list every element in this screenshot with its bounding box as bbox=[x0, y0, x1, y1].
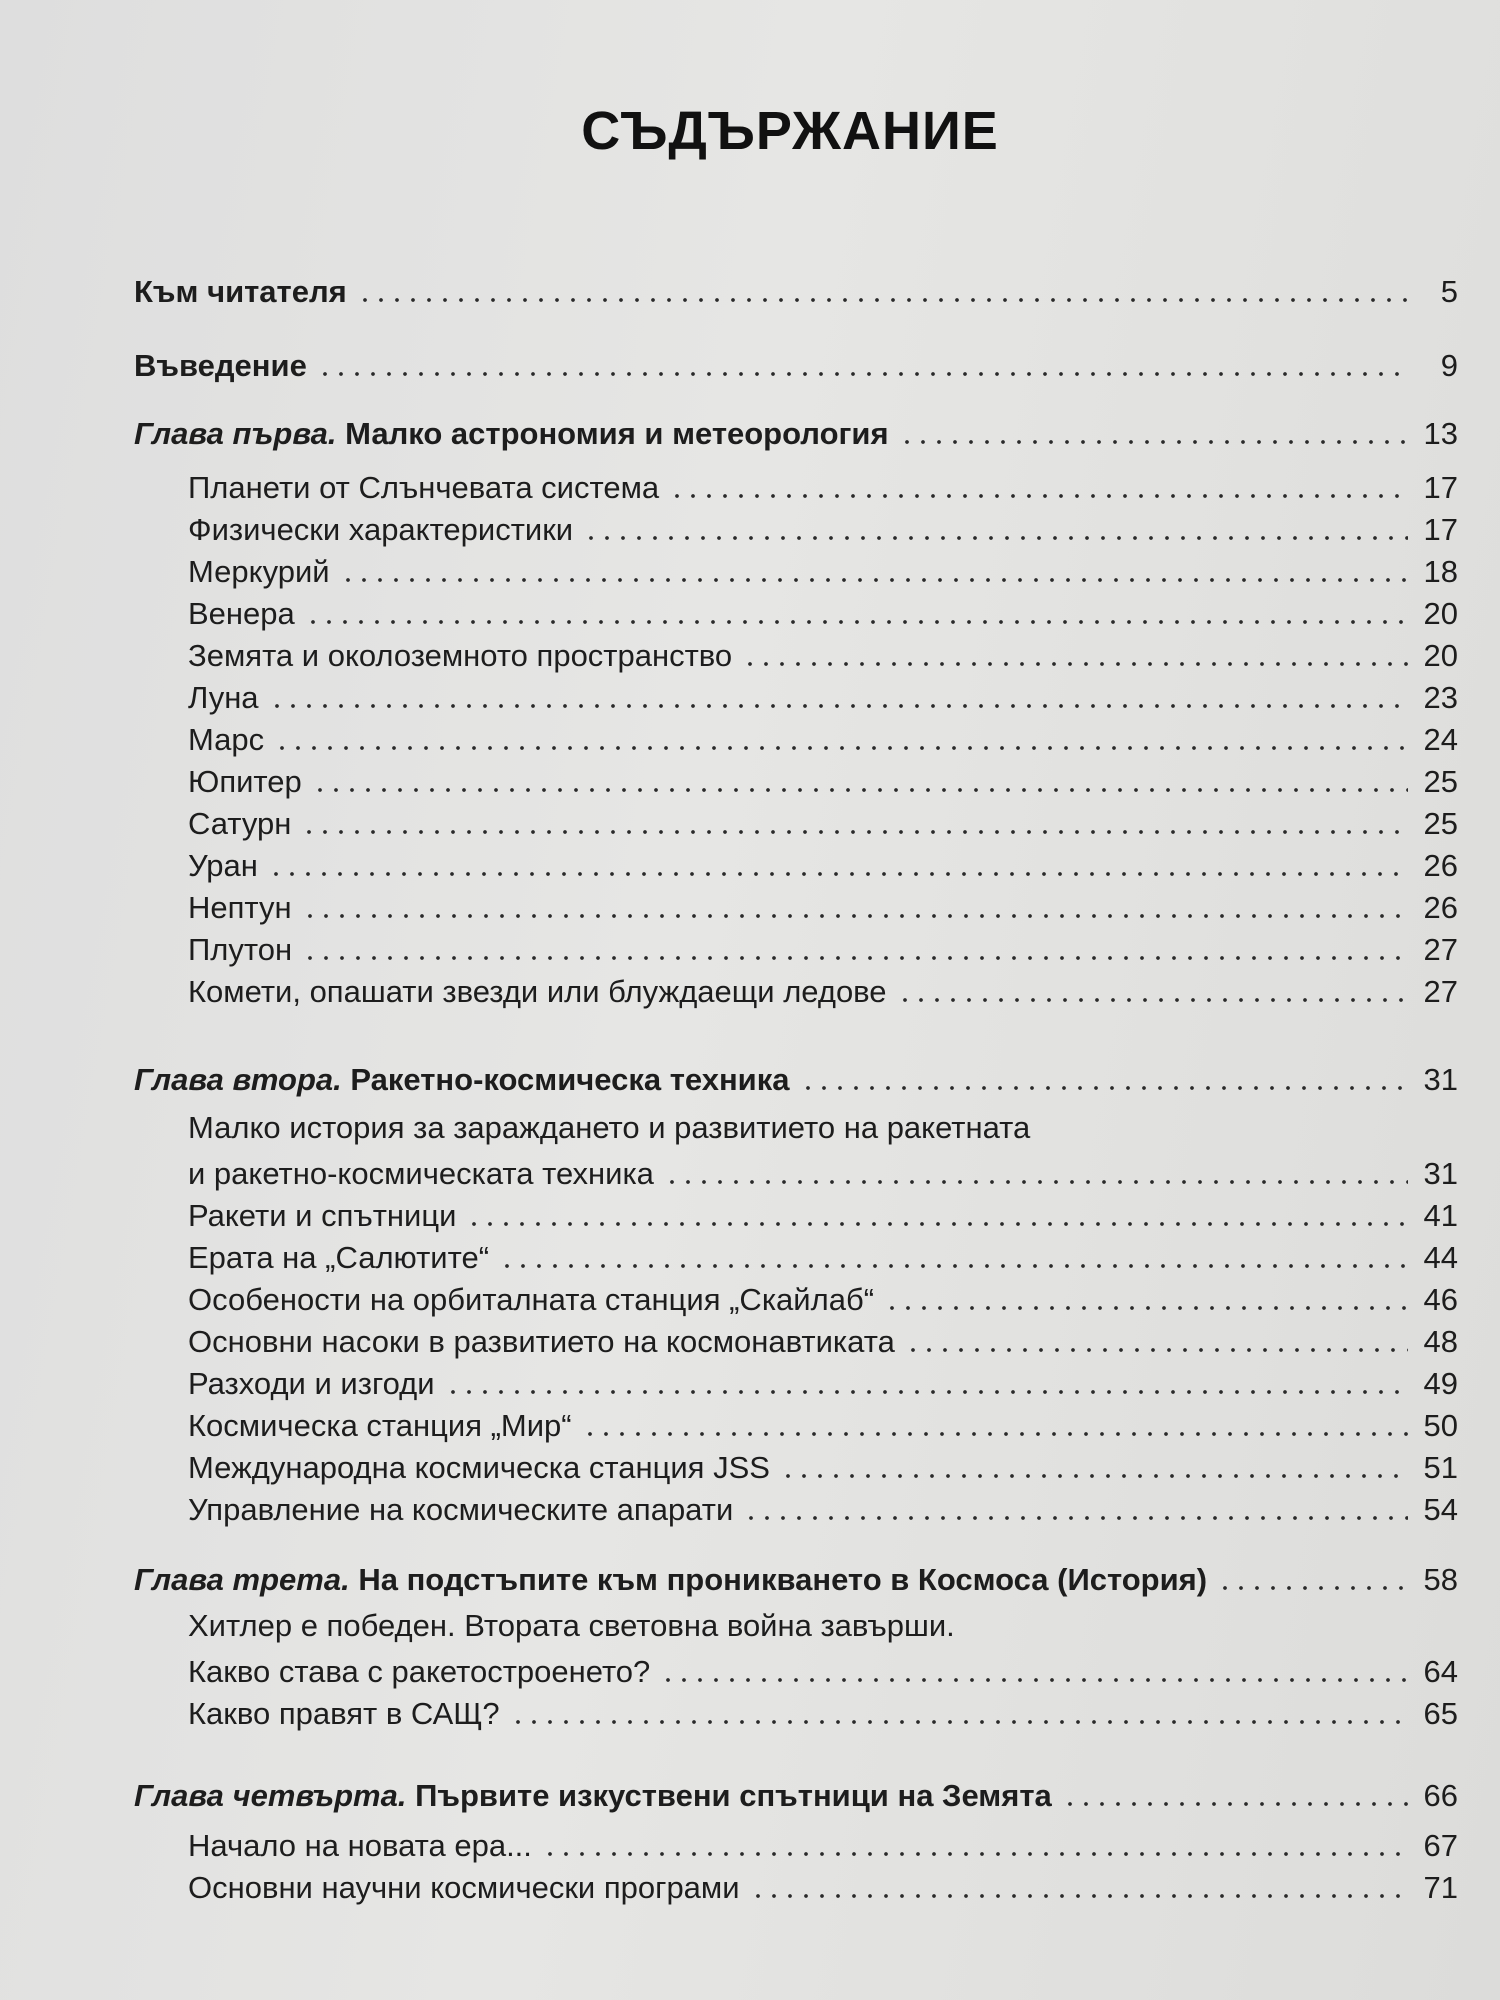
dot-leader bbox=[750, 1894, 1408, 1898]
toc-entry-label: Планети от Слънчевата система bbox=[188, 470, 660, 505]
toc-entry[interactable] bbox=[188, 1646, 1458, 1690]
toc-entry[interactable] bbox=[188, 588, 1458, 632]
dot-leader bbox=[1217, 1586, 1408, 1590]
chapter-heading bbox=[134, 1562, 1207, 1598]
toc-entry-label: Земята и околоземното пространство bbox=[188, 638, 733, 673]
toc-page-number: 17 bbox=[1423, 512, 1458, 547]
toc-page-number: 27 bbox=[1423, 974, 1458, 1009]
toc-entry-reader[interactable] bbox=[134, 266, 1458, 310]
toc-entry[interactable] bbox=[188, 924, 1458, 968]
toc-page-number: 26 bbox=[1423, 890, 1458, 925]
toc-entry-label: и ракетно-космическата техника bbox=[188, 1156, 654, 1191]
toc-page-number: 54 bbox=[1423, 1492, 1458, 1527]
toc-entry-first-line: Малко история за зараждането и развитието на ракетната bbox=[188, 1110, 1031, 1145]
toc-entry-label: Начало на новата ера... bbox=[188, 1828, 532, 1863]
toc-entry-label: Космическа станция „Мир“ bbox=[188, 1408, 572, 1443]
toc-entry-label: Управление на космическите апарати bbox=[188, 1492, 734, 1527]
dot-leader bbox=[312, 788, 1408, 792]
toc-entry[interactable] bbox=[188, 462, 1458, 506]
toc-entry[interactable] bbox=[188, 714, 1458, 758]
toc-entry[interactable] bbox=[188, 840, 1458, 884]
chapter-prefix: Глава втора. bbox=[134, 1062, 342, 1097]
toc-page-number: 17 bbox=[1423, 470, 1458, 505]
toc-entry[interactable] bbox=[188, 1484, 1458, 1528]
toc-entry-label: Юпитер bbox=[188, 764, 302, 799]
toc-entry-label: Физически характеристики bbox=[188, 512, 574, 547]
dot-leader bbox=[466, 1222, 1408, 1226]
dot-leader bbox=[897, 998, 1408, 1002]
toc-entry[interactable] bbox=[188, 1358, 1458, 1402]
chapter-title: Малко астрономия и метеорология bbox=[345, 416, 889, 451]
toc-chapter-3[interactable] bbox=[134, 1554, 1458, 1598]
toc-entry[interactable] bbox=[188, 798, 1458, 842]
chapter-prefix: Глава четвърта. bbox=[134, 1778, 407, 1813]
toc-page-number: 50 bbox=[1423, 1408, 1458, 1443]
dot-leader bbox=[268, 872, 1408, 876]
toc-entry-label: Меркурий bbox=[188, 554, 330, 589]
toc-entry[interactable] bbox=[188, 1274, 1458, 1318]
dot-leader bbox=[301, 830, 1408, 834]
dot-leader bbox=[357, 298, 1408, 302]
dot-leader bbox=[905, 1348, 1408, 1352]
chapter-title: На подстъпите към проникването в Космоса (История) bbox=[358, 1562, 1208, 1597]
toc-entry[interactable] bbox=[188, 1232, 1458, 1276]
dot-leader bbox=[302, 956, 1408, 960]
toc-entry[interactable] bbox=[188, 1400, 1458, 1444]
dot-leader bbox=[542, 1852, 1408, 1856]
dot-leader bbox=[305, 620, 1408, 624]
dot-leader bbox=[800, 1086, 1409, 1090]
chapter-prefix: Глава първа. bbox=[134, 416, 337, 451]
toc-entry-label: Венера bbox=[188, 596, 295, 631]
toc-entry-first-line: Хитлер е победен. Втората световна война завърши. bbox=[188, 1608, 955, 1643]
dot-leader bbox=[743, 1516, 1408, 1520]
dot-leader bbox=[669, 494, 1408, 498]
toc-entry[interactable] bbox=[188, 1148, 1458, 1192]
toc-entry[interactable] bbox=[188, 1190, 1458, 1234]
toc-page-number: 5 bbox=[1440, 274, 1458, 309]
toc-page-number: 67 bbox=[1423, 1828, 1458, 1863]
chapter-title: Първите изкуствени спътници на Земята bbox=[415, 1778, 1052, 1813]
toc-entry-label: Разходи и изгоди bbox=[188, 1366, 435, 1401]
toc-entry-label: Международна космическа станция JSS bbox=[188, 1450, 770, 1485]
toc-page-number: 31 bbox=[1423, 1156, 1458, 1191]
toc-page-number: 48 bbox=[1423, 1324, 1458, 1359]
toc-page-number: 9 bbox=[1440, 348, 1458, 383]
toc-entry-label: Въведение bbox=[134, 348, 307, 383]
toc-entry-label: Луна bbox=[188, 680, 259, 715]
toc-page-number: 58 bbox=[1423, 1562, 1458, 1597]
chapter-title: Ракетно-космическа техника bbox=[350, 1062, 790, 1097]
chapter-heading bbox=[134, 1778, 1052, 1814]
toc-page-number: 51 bbox=[1423, 1450, 1458, 1485]
toc-page-number: 23 bbox=[1423, 680, 1458, 715]
toc-page-number: 18 bbox=[1423, 554, 1458, 589]
toc-entry-label: Уран bbox=[188, 848, 258, 883]
toc-page-number: 24 bbox=[1423, 722, 1458, 757]
toc-entry-label: Какво правят в САЩ? bbox=[188, 1696, 500, 1731]
toc-entry-label: Основни научни космически програми bbox=[188, 1870, 740, 1905]
toc-entry-label: Какво става с ракетостроенето? bbox=[188, 1654, 651, 1689]
toc-page-number: 41 bbox=[1423, 1198, 1458, 1233]
toc-page-number: 44 bbox=[1423, 1240, 1458, 1275]
toc-entry-label: Основни насоки в развитието на космонавтиката bbox=[188, 1324, 895, 1359]
dot-leader bbox=[445, 1390, 1408, 1394]
dot-leader bbox=[302, 914, 1408, 918]
toc-entry[interactable] bbox=[188, 1688, 1458, 1732]
toc-entry[interactable] bbox=[188, 756, 1458, 800]
toc-entry-label: Особености на орбиталната станция „Скайлаб“ bbox=[188, 1282, 875, 1317]
dot-leader bbox=[780, 1474, 1408, 1478]
dot-leader bbox=[884, 1306, 1408, 1310]
toc-page-number: 46 bbox=[1423, 1282, 1458, 1317]
dot-leader bbox=[269, 704, 1408, 708]
dot-leader bbox=[340, 578, 1408, 582]
chapter-prefix: Глава трета. bbox=[134, 1562, 350, 1597]
chapter-heading bbox=[134, 416, 889, 452]
toc-entry-label: Комети, опашати звезди или блуждаещи ледове bbox=[188, 974, 887, 1009]
toc-page-number: 65 bbox=[1423, 1696, 1458, 1731]
toc-entry[interactable] bbox=[188, 1316, 1458, 1360]
toc-page-number: 31 bbox=[1423, 1062, 1458, 1097]
dot-leader bbox=[664, 1180, 1408, 1184]
toc-page-number: 20 bbox=[1423, 596, 1458, 631]
chapter-heading bbox=[134, 1062, 790, 1098]
dot-leader bbox=[1062, 1802, 1408, 1806]
toc-entry[interactable] bbox=[188, 1442, 1458, 1486]
dot-leader bbox=[510, 1720, 1408, 1724]
toc-entry-label: Нептун bbox=[188, 890, 292, 925]
toc-entry-label: Към читателя bbox=[134, 274, 347, 309]
toc-entry-label: Сатурн bbox=[188, 806, 292, 841]
toc-entry-label: Ерата на „Салютите“ bbox=[188, 1240, 490, 1275]
toc-entry[interactable] bbox=[188, 630, 1458, 674]
toc-entry[interactable] bbox=[188, 546, 1458, 590]
dot-leader bbox=[317, 372, 1408, 376]
toc-entry[interactable] bbox=[188, 504, 1458, 548]
page-title: СЪДЪРЖАНИЕ bbox=[581, 101, 999, 161]
dot-leader bbox=[499, 1264, 1408, 1268]
toc-page-number: 20 bbox=[1423, 638, 1458, 673]
toc-entry-label: Ракети и спътници bbox=[188, 1198, 457, 1233]
dot-leader bbox=[583, 536, 1408, 540]
toc-entry[interactable] bbox=[188, 1820, 1458, 1864]
toc-page-number: 26 bbox=[1423, 848, 1458, 883]
toc-page-number: 27 bbox=[1423, 932, 1458, 967]
toc-entry[interactable] bbox=[188, 1862, 1458, 1906]
toc-entry[interactable] bbox=[188, 672, 1458, 716]
toc-page-number: 25 bbox=[1423, 764, 1458, 799]
toc-entry-label: Плутон bbox=[188, 932, 293, 967]
dot-leader bbox=[899, 440, 1408, 444]
toc-page-number: 49 bbox=[1423, 1366, 1458, 1401]
dot-leader bbox=[274, 746, 1408, 750]
toc-chapter-2[interactable] bbox=[134, 1054, 1458, 1098]
toc-entry-introduction[interactable] bbox=[134, 340, 1458, 384]
toc-page-number: 64 bbox=[1423, 1654, 1458, 1689]
toc-page-number: 13 bbox=[1423, 416, 1458, 451]
toc-page-number: 66 bbox=[1423, 1778, 1458, 1813]
toc-entry[interactable] bbox=[188, 882, 1458, 926]
toc-entry-label: Марс bbox=[188, 722, 265, 757]
toc-page-number: 71 bbox=[1423, 1870, 1458, 1905]
toc-entry[interactable] bbox=[188, 966, 1458, 1010]
dot-leader bbox=[660, 1678, 1408, 1682]
dot-leader bbox=[742, 662, 1408, 666]
toc-chapter-1[interactable] bbox=[134, 408, 1458, 452]
toc-chapter-4[interactable] bbox=[134, 1770, 1458, 1814]
dot-leader bbox=[582, 1432, 1408, 1436]
toc-page-number: 25 bbox=[1423, 806, 1458, 841]
